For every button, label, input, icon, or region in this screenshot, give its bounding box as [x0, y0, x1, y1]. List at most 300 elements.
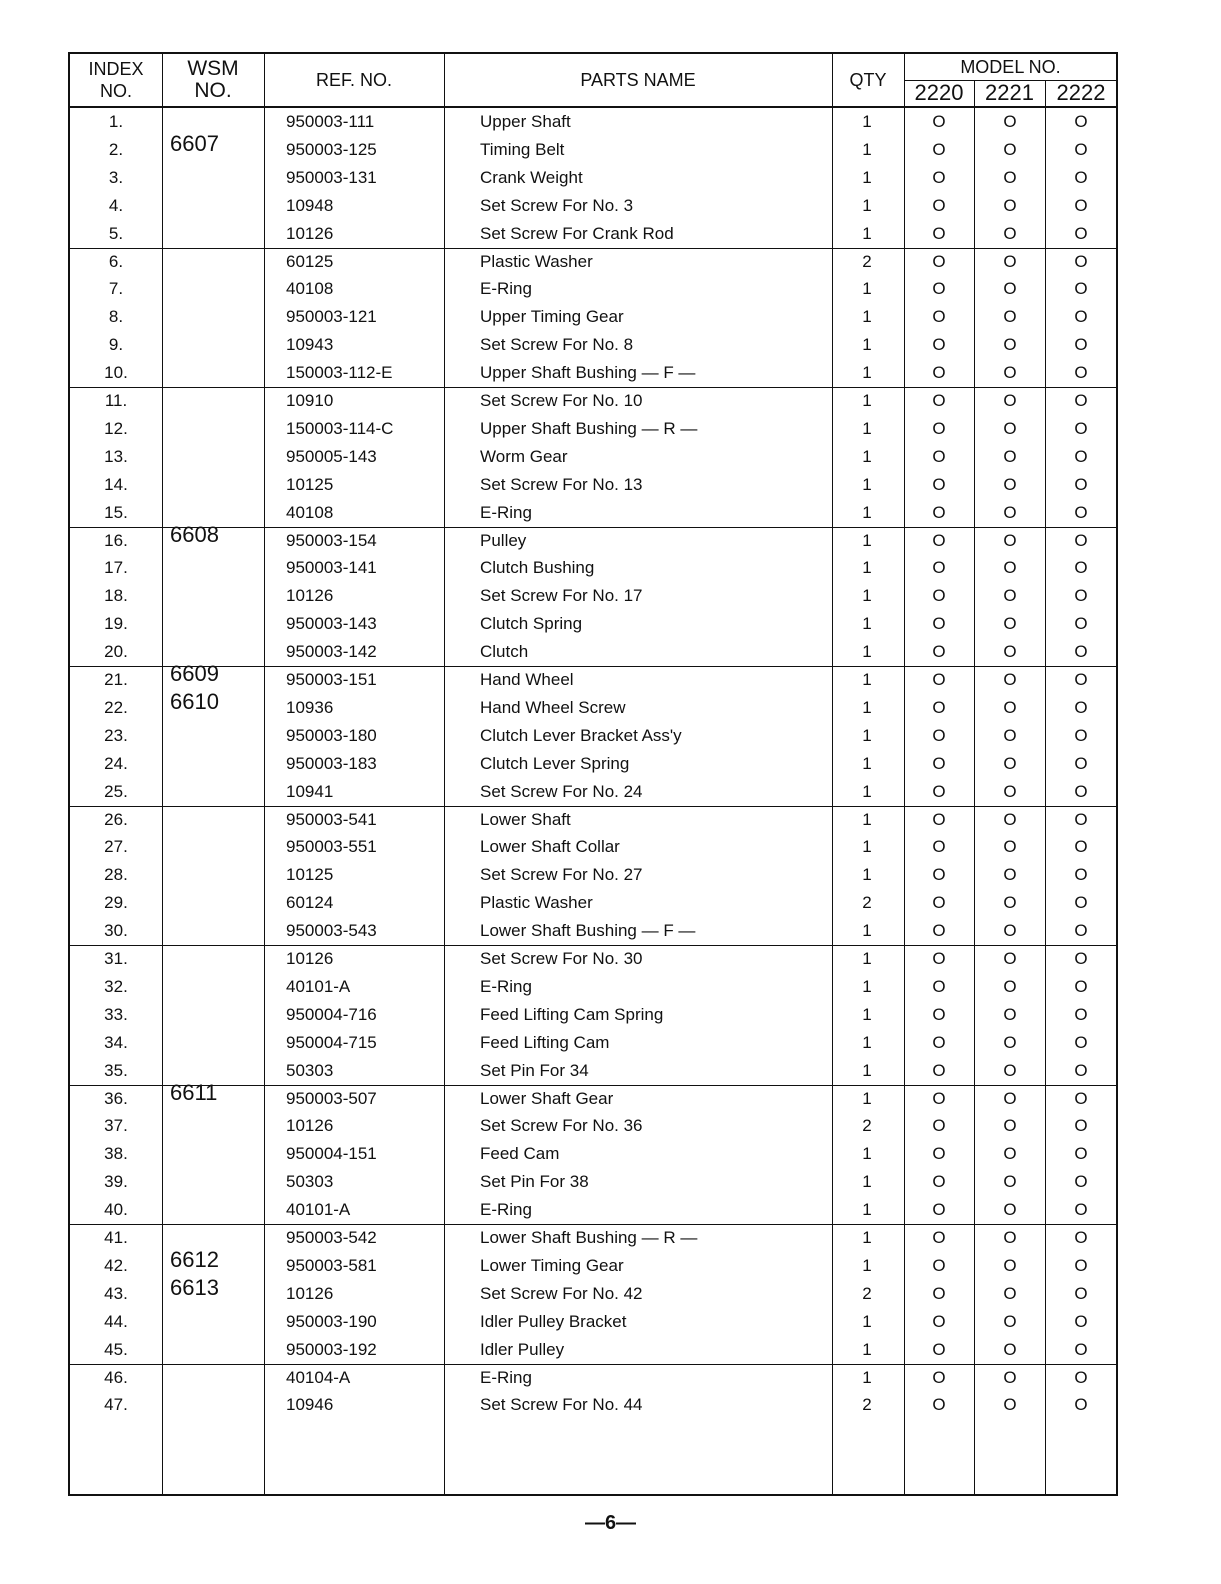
ref-no-cell: 950003-111	[286, 112, 375, 131]
ref-no-cell: 950003-543	[286, 921, 377, 941]
ref-no-cell: 10946	[286, 1395, 334, 1415]
table-row	[70, 889, 1116, 917]
model-2222-mark: O	[1074, 753, 1088, 773]
qty-cell: 1	[862, 363, 872, 383]
model-2221-mark: O	[1003, 558, 1017, 578]
ref-no-cell: 10943	[286, 335, 334, 355]
table-row	[70, 917, 1116, 945]
model-2221-mark: O	[1003, 474, 1017, 494]
model-2221-mark: O	[1003, 949, 1017, 968]
table-row	[70, 1308, 1116, 1336]
model-2220-mark: O	[932, 642, 946, 662]
qty-cell: 1	[862, 446, 872, 466]
table-row	[70, 861, 1116, 889]
model-2220-mark: O	[932, 1283, 946, 1303]
model-2222-mark: O	[1074, 1228, 1088, 1247]
model-2222-mark: O	[1074, 809, 1088, 829]
ref-no-cell: 60124	[286, 893, 334, 913]
model-2221-mark: O	[1003, 279, 1017, 299]
parts-name-cell: Pulley	[480, 530, 527, 550]
parts-name-cell: Set Screw For No. 30	[480, 949, 643, 968]
qty-cell: 1	[862, 642, 872, 662]
ref-no-cell: 950003-131	[286, 167, 377, 187]
table-row	[70, 666, 1116, 694]
parts-name-cell: Set Screw For Crank Rod	[480, 223, 674, 243]
parts-name-cell: Set Screw For No. 36	[480, 1116, 643, 1136]
parts-name-cell: Plastic Washer	[480, 251, 593, 271]
model-2221-mark: O	[1003, 446, 1017, 466]
parts-name-cell: Upper Timing Gear	[480, 307, 624, 327]
parts-name-cell: Set Screw For No. 42	[480, 1283, 643, 1303]
table-row	[70, 471, 1116, 499]
ref-no-cell: 950003-141	[286, 558, 377, 578]
parts-name-cell: Set Screw For No. 10	[480, 391, 643, 410]
index-cell: 29.	[104, 893, 128, 913]
index-cell: 36.	[104, 1088, 128, 1108]
table-row	[70, 303, 1116, 331]
index-cell: 5.	[108, 223, 124, 243]
qty-cell: 1	[862, 195, 872, 215]
model-2222-mark: O	[1074, 670, 1088, 689]
model-2220-mark: O	[932, 558, 946, 578]
model-2220-mark: O	[932, 781, 946, 801]
qty-cell: 1	[862, 167, 872, 187]
table-row	[70, 973, 1116, 1001]
qty-cell: 1	[862, 1339, 872, 1359]
qty-cell: 1	[862, 1088, 872, 1108]
table-row	[70, 415, 1116, 443]
parts-name-cell: Lower Shaft Collar	[480, 837, 620, 857]
model-2221-mark: O	[1003, 363, 1017, 383]
index-cell: 43.	[104, 1283, 128, 1303]
parts-name-cell: E-Ring	[480, 502, 532, 522]
table-row	[70, 610, 1116, 638]
model-2220-mark: O	[932, 1367, 946, 1387]
table-row	[70, 275, 1116, 303]
header-model-no: MODEL NO.	[960, 57, 1061, 77]
model-2222-mark: O	[1074, 1172, 1088, 1192]
qty-cell: 1	[862, 558, 872, 578]
table-row	[70, 722, 1116, 750]
qty-cell: 1	[862, 586, 872, 606]
ref-no-cell: 40101-A	[286, 1200, 351, 1220]
model-2222-mark: O	[1074, 1144, 1088, 1164]
model-2222-mark: O	[1074, 614, 1088, 634]
qty-cell: 1	[862, 949, 872, 968]
qty-cell: 1	[862, 391, 872, 410]
wsm-number: 6611	[170, 1079, 218, 1105]
model-2220-mark: O	[932, 670, 946, 689]
qty-cell: 1	[862, 1032, 872, 1052]
index-cell: 16.	[104, 530, 128, 550]
model-2221-mark: O	[1003, 1144, 1017, 1164]
table-row	[70, 387, 1116, 415]
model-2221-mark: O	[1003, 223, 1017, 243]
model-2222-mark: O	[1074, 418, 1088, 438]
model-2222-mark: O	[1074, 530, 1088, 550]
ref-no-cell: 950003-192	[286, 1339, 377, 1359]
model-2222-mark: O	[1074, 1255, 1088, 1275]
model-2220-mark: O	[932, 1144, 946, 1164]
qty-cell: 1	[862, 865, 872, 885]
ref-no-cell: 950003-121	[286, 307, 377, 327]
table-row	[70, 1001, 1116, 1029]
parts-name-cell: Clutch Spring	[480, 614, 583, 634]
model-2222-mark: O	[1074, 837, 1088, 857]
qty-cell: 1	[862, 1367, 872, 1387]
model-2221-mark: O	[1003, 586, 1017, 606]
ref-no-cell: 950003-507	[286, 1088, 377, 1108]
model-2222-mark: O	[1074, 921, 1088, 941]
table-row	[70, 833, 1116, 861]
table-row	[70, 331, 1116, 359]
model-2220-mark: O	[932, 837, 946, 857]
index-cell: 6.	[108, 251, 124, 271]
table-row	[70, 1140, 1116, 1168]
model-2220-mark: O	[932, 279, 946, 299]
model-divider-1	[974, 80, 975, 106]
model-2220-mark: O	[932, 865, 946, 885]
model-2220-mark: O	[932, 725, 946, 745]
model-2220-mark: O	[932, 363, 946, 383]
index-cell: 21.	[104, 670, 128, 689]
index-cell: 8.	[108, 307, 124, 327]
header-wsm-line1: WSM	[187, 57, 239, 80]
index-cell: 31.	[104, 949, 128, 968]
model-2222-mark: O	[1074, 1116, 1088, 1136]
table-row	[70, 443, 1116, 471]
model-2221-mark: O	[1003, 1032, 1017, 1052]
ref-no-cell: 950003-541	[286, 809, 377, 829]
ref-no-cell: 10126	[286, 586, 334, 606]
qty-cell: 1	[862, 1004, 872, 1024]
model-2222-mark: O	[1074, 1200, 1088, 1220]
ref-no-cell: 950004-715	[286, 1032, 377, 1052]
model-2220-mark: O	[932, 1311, 946, 1331]
model-2222-mark: O	[1074, 279, 1088, 299]
model-2220-mark: O	[932, 697, 946, 717]
header-parts-name: PARTS NAME	[580, 70, 696, 90]
model-2220-mark: O	[932, 1032, 946, 1052]
model-2221-mark: O	[1003, 1088, 1017, 1108]
ref-no-cell: 40108	[286, 279, 334, 299]
model-2220-mark: O	[932, 502, 946, 522]
model-2221-mark: O	[1003, 893, 1017, 913]
model-2222-mark: O	[1074, 112, 1088, 131]
model-2221-mark: O	[1003, 112, 1017, 131]
index-cell: 20.	[104, 642, 128, 662]
index-cell: 42.	[104, 1255, 128, 1275]
model-2221-mark: O	[1003, 1367, 1017, 1387]
index-cell: 34.	[104, 1032, 128, 1052]
header-model-2220: 2220	[914, 80, 964, 105]
model-2221-mark: O	[1003, 725, 1017, 745]
model-2221-mark: O	[1003, 195, 1017, 215]
table-row	[70, 554, 1116, 582]
table-row	[70, 248, 1116, 276]
model-2221-mark: O	[1003, 614, 1017, 634]
model-2220-mark: O	[932, 976, 946, 996]
table-row	[70, 1364, 1116, 1392]
ref-no-cell: 10126	[286, 1283, 334, 1303]
ref-no-cell: 50303	[286, 1172, 334, 1192]
model-2220-mark: O	[932, 586, 946, 606]
model-2220-mark: O	[932, 949, 946, 968]
index-cell: 4.	[108, 195, 124, 215]
index-cell: 35.	[104, 1060, 128, 1080]
index-cell: 18.	[104, 586, 128, 606]
model-2220-mark: O	[932, 921, 946, 941]
qty-cell: 1	[862, 502, 872, 522]
model-2221-mark: O	[1003, 642, 1017, 662]
header-index-line1: INDEX	[88, 59, 144, 79]
ref-no-cell: 950003-581	[286, 1255, 377, 1275]
table-row	[70, 108, 1116, 136]
index-cell: 28.	[104, 865, 128, 885]
model-2220-mark: O	[932, 251, 946, 271]
table-header	[70, 54, 1116, 108]
ref-no-cell: 950003-125	[286, 139, 377, 159]
qty-cell: 1	[862, 614, 872, 634]
table-row	[70, 806, 1116, 834]
model-2220-mark: O	[932, 446, 946, 466]
qty-cell: 1	[862, 837, 872, 857]
parts-name-cell: Lower Timing Gear	[480, 1255, 624, 1275]
parts-name-cell: Hand Wheel	[480, 670, 574, 689]
parts-name-cell: Upper Shaft	[480, 112, 571, 131]
header-model-2222: 2222	[1056, 80, 1106, 105]
parts-name-cell: Upper Shaft Bushing — R —	[480, 418, 698, 438]
qty-cell: 1	[862, 670, 872, 689]
index-cell: 32.	[104, 976, 128, 996]
model-2222-mark: O	[1074, 781, 1088, 801]
wsm-number: 6607	[170, 130, 219, 156]
index-cell: 1.	[108, 112, 124, 131]
parts-name-cell: Set Screw For No. 24	[480, 781, 643, 801]
table-row	[70, 1196, 1116, 1224]
parts-name-cell: E-Ring	[480, 976, 532, 996]
index-cell: 22.	[104, 697, 128, 717]
index-cell: 17.	[104, 558, 128, 578]
index-cell: 38.	[104, 1144, 128, 1164]
model-2221-mark: O	[1003, 781, 1017, 801]
table-row	[70, 1336, 1116, 1364]
ref-no-cell: 950003-190	[286, 1311, 377, 1331]
table-row	[70, 1112, 1116, 1140]
index-cell: 44.	[104, 1311, 128, 1331]
model-2220-mark: O	[932, 112, 946, 131]
ref-no-cell: 10941	[286, 781, 334, 801]
index-cell: 19.	[104, 614, 128, 634]
parts-name-cell: Upper Shaft Bushing — F —	[480, 363, 696, 383]
model-2221-mark: O	[1003, 530, 1017, 550]
parts-name-cell: E-Ring	[480, 1367, 532, 1387]
qty-cell: 1	[862, 1060, 872, 1080]
ref-no-cell: 40108	[286, 502, 334, 522]
index-cell: 9.	[108, 335, 124, 355]
ref-no-cell: 10125	[286, 865, 334, 885]
qty-cell: 1	[862, 725, 872, 745]
model-2220-mark: O	[932, 195, 946, 215]
model-2222-mark: O	[1074, 363, 1088, 383]
model-2222-mark: O	[1074, 1032, 1088, 1052]
index-cell: 37.	[104, 1116, 128, 1136]
qty-cell: 1	[862, 1311, 872, 1331]
table-row	[70, 527, 1116, 555]
model-2221-mark: O	[1003, 753, 1017, 773]
qty-cell: 1	[862, 307, 872, 327]
index-cell: 30.	[104, 921, 128, 941]
model-2222-mark: O	[1074, 893, 1088, 913]
model-2220-mark: O	[932, 223, 946, 243]
parts-name-cell: Set Pin For 38	[480, 1172, 589, 1192]
model-2222-mark: O	[1074, 949, 1088, 968]
wsm-number: 6609	[170, 661, 219, 686]
model-2221-mark: O	[1003, 865, 1017, 885]
table-row	[70, 192, 1116, 220]
table-row	[70, 1252, 1116, 1280]
ref-no-cell: 10948	[286, 195, 334, 215]
ref-no-cell: 40104-A	[286, 1367, 351, 1387]
index-cell: 24.	[104, 753, 128, 773]
model-2221-mark: O	[1003, 391, 1017, 410]
model-2220-mark: O	[932, 1172, 946, 1192]
qty-cell: 1	[862, 112, 872, 131]
ref-no-cell: 950003-551	[286, 837, 377, 857]
ref-no-cell: 10125	[286, 474, 334, 494]
header-model-2221: 2221	[985, 80, 1034, 105]
ref-no-cell: 60125	[286, 251, 334, 271]
parts-name-cell: Lower Shaft	[480, 809, 571, 829]
qty-cell: 1	[862, 1200, 872, 1220]
model-2221-mark: O	[1003, 1228, 1017, 1247]
header-wsm	[162, 54, 264, 106]
model-2221-mark: O	[1003, 1255, 1017, 1275]
index-cell: 7.	[108, 279, 124, 299]
index-cell: 46.	[104, 1367, 128, 1387]
page-number: —6—	[584, 1512, 637, 1534]
model-2222-mark: O	[1074, 1060, 1088, 1080]
index-cell: 45.	[104, 1339, 128, 1359]
parts-name-cell: Set Screw For No. 3	[480, 195, 634, 215]
parts-name-cell: Crank Weight	[480, 167, 583, 187]
parts-name-cell: Set Screw For No. 44	[480, 1395, 643, 1415]
model-2221-mark: O	[1003, 697, 1017, 717]
qty-cell: 1	[862, 418, 872, 438]
model-2220-mark: O	[932, 893, 946, 913]
index-cell: 39.	[104, 1172, 128, 1192]
model-2220-mark: O	[932, 530, 946, 550]
model-2222-mark: O	[1074, 251, 1088, 271]
model-2220-mark: O	[932, 335, 946, 355]
ref-no-cell: 950003-151	[286, 670, 377, 689]
model-2220-mark: O	[932, 1339, 946, 1359]
qty-cell: 1	[862, 753, 872, 773]
parts-name-cell: Idler Pulley	[480, 1339, 565, 1359]
ref-no-cell: 950003-154	[286, 530, 377, 550]
table-row	[70, 778, 1116, 806]
model-divider-2	[1045, 80, 1046, 106]
model-2221-mark: O	[1003, 1200, 1017, 1220]
model-2221-mark: O	[1003, 1060, 1017, 1080]
qty-cell: 1	[862, 809, 872, 829]
model-2220-mark: O	[932, 139, 946, 159]
qty-cell: 2	[862, 893, 872, 913]
table-row	[70, 220, 1116, 248]
model-2220-mark: O	[932, 1200, 946, 1220]
qty-cell: 1	[862, 781, 872, 801]
table-row	[70, 1085, 1116, 1113]
index-cell: 23.	[104, 725, 128, 745]
model-2222-mark: O	[1074, 1367, 1088, 1387]
table-row	[70, 1029, 1116, 1057]
parts-name-cell: Set Screw For No. 17	[480, 586, 643, 606]
table-row	[70, 1057, 1116, 1085]
index-cell: 11.	[104, 391, 128, 410]
index-cell: 12.	[104, 418, 128, 438]
parts-table	[68, 52, 1118, 1496]
qty-cell: 1	[862, 223, 872, 243]
index-cell: 3.	[108, 167, 124, 187]
table-row	[70, 694, 1116, 722]
model-2220-mark: O	[932, 474, 946, 494]
model-2221-mark: O	[1003, 921, 1017, 941]
table-row	[70, 136, 1116, 164]
model-2221-mark: O	[1003, 167, 1017, 187]
qty-cell: 2	[862, 1395, 872, 1415]
model-2222-mark: O	[1074, 195, 1088, 215]
parts-name-cell: Worm Gear	[480, 446, 568, 466]
parts-name-cell: E-Ring	[480, 279, 532, 299]
model-2221-mark: O	[1003, 1004, 1017, 1024]
parts-name-cell: Lower Shaft Bushing — R —	[480, 1228, 698, 1247]
ref-no-cell: 40101-A	[286, 976, 351, 996]
model-2221-mark: O	[1003, 335, 1017, 355]
model-2221-mark: O	[1003, 251, 1017, 271]
model-2221-mark: O	[1003, 502, 1017, 522]
qty-cell: 1	[862, 1228, 872, 1247]
qty-cell: 1	[862, 279, 872, 299]
model-2220-mark: O	[932, 1255, 946, 1275]
model-2220-mark: O	[932, 614, 946, 634]
model-2220-mark: O	[932, 307, 946, 327]
index-cell: 2.	[108, 139, 124, 159]
model-2222-mark: O	[1074, 1395, 1088, 1415]
model-2222-mark: O	[1074, 223, 1088, 243]
model-2222-mark: O	[1074, 307, 1088, 327]
index-cell: 40.	[104, 1200, 128, 1220]
wsm-number: 6608	[170, 521, 219, 547]
ref-no-cell: 950003-143	[286, 614, 377, 634]
table-row	[70, 164, 1116, 192]
index-cell: 14.	[104, 474, 128, 494]
model-2222-mark: O	[1074, 1004, 1088, 1024]
qty-cell: 2	[862, 1116, 872, 1136]
parts-name-cell: Feed Cam	[480, 1144, 560, 1164]
model-2221-mark: O	[1003, 976, 1017, 996]
parts-name-cell: Clutch	[480, 642, 529, 662]
model-2220-mark: O	[932, 1060, 946, 1080]
model-2222-mark: O	[1074, 1283, 1088, 1303]
parts-name-cell: Plastic Washer	[480, 893, 593, 913]
model-2222-mark: O	[1074, 697, 1088, 717]
wsm-number: 6613	[170, 1274, 219, 1300]
parts-name-cell: Set Screw For No. 27	[480, 865, 643, 885]
model-2222-mark: O	[1074, 1311, 1088, 1331]
table-row	[70, 945, 1116, 973]
table-row	[70, 359, 1116, 387]
model-2221-mark: O	[1003, 1339, 1017, 1359]
